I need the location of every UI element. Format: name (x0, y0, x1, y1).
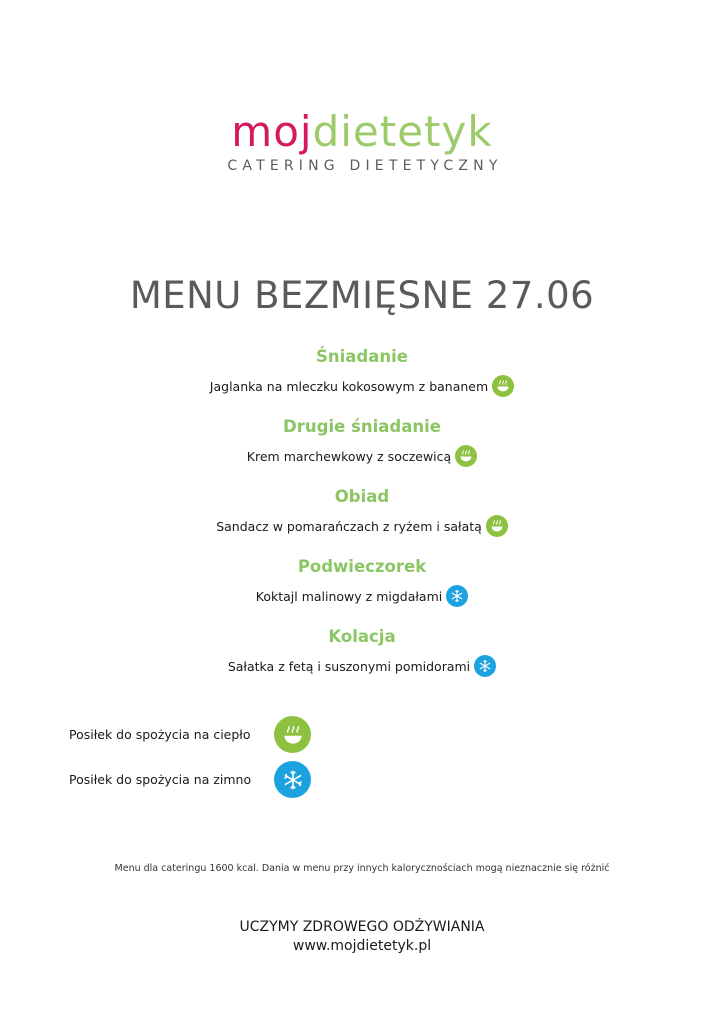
legend-hot (69, 716, 329, 753)
meal-dish-row (0, 444, 724, 468)
hot-bowl-icon (455, 445, 477, 467)
dish-text: Koktajl malinowy z migdałami (255, 588, 443, 604)
logo-part-moj: moj (231, 107, 313, 156)
menu-title: MENU BEZMIĘSNE 27.06 (129, 274, 595, 317)
meal-lunch (0, 486, 724, 538)
legend-cold (69, 761, 329, 798)
snowflake-icon (446, 585, 468, 607)
meal-second-breakfast (0, 416, 724, 468)
meal-dish-row (0, 514, 724, 538)
meal-dish-row (0, 584, 724, 608)
meal-dinner (0, 626, 724, 678)
brand-logo (0, 108, 724, 174)
hot-bowl-icon (274, 716, 311, 753)
meal-name: Obiad (334, 487, 390, 506)
meal-afternoon-snack (0, 556, 724, 608)
dish-text: Jaglanka na mleczku kokosowym z bananem (209, 378, 489, 394)
footer-slogan: UCZYMY ZDROWEGO ODŻYWIANIA (239, 919, 485, 935)
dish-text: Sałatka z fetą i suszonymi pomidorami (227, 658, 471, 674)
meal-name: Kolacja (328, 627, 396, 646)
meal-dish-row (0, 654, 724, 678)
meal-name: Drugie śniadanie (283, 417, 441, 436)
legend-hot-label: Posiłek do spożycia na ciepło (69, 727, 251, 742)
dish-text: Sandacz w pomarańczach z ryżem i sałatą (216, 518, 482, 534)
logo-tagline: CATERING DIETETYCZNY (227, 158, 503, 174)
snowflake-icon (474, 655, 496, 677)
footer-website-link[interactable]: www.mojdietetyk.pl (292, 938, 432, 954)
hot-bowl-icon (486, 515, 508, 537)
meal-name: Śniadanie (316, 347, 408, 366)
dish-text: Krem marchewkowy z soczewicą (246, 448, 452, 464)
logo-wordmark (0, 108, 724, 156)
logo-part-dietetyk: dietetyk (312, 107, 493, 156)
calorie-note: Menu dla cateringu 1600 kcal. Dania w menu przy innych kalorycznościach mogą nieznacznie się różnić (114, 863, 610, 874)
snowflake-icon (274, 761, 311, 798)
meal-dish-row (0, 374, 724, 398)
hot-bowl-icon (492, 375, 514, 397)
legend-cold-label: Posiłek do spożycia na zimno (69, 772, 252, 787)
footer (0, 918, 724, 956)
meal-breakfast (0, 346, 724, 398)
meal-name: Podwieczorek (297, 557, 427, 576)
